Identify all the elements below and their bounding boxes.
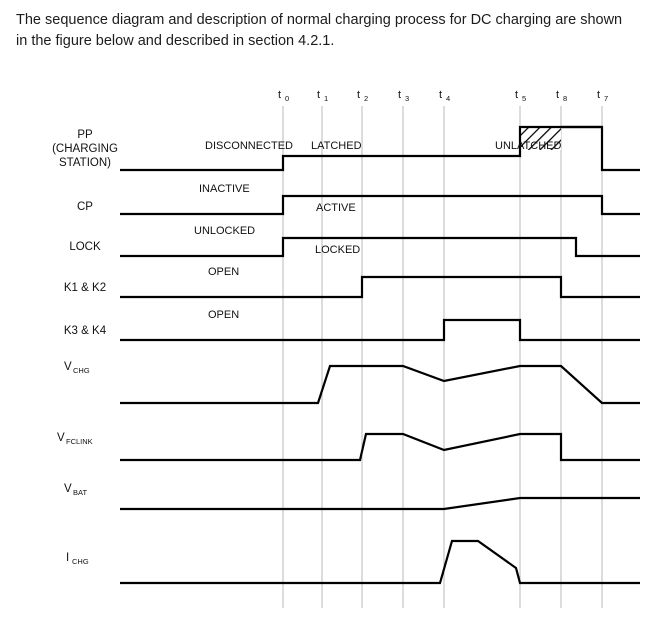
row-cp <box>77 183 640 214</box>
tick-label-t4: t <box>439 89 443 101</box>
tick-label-t7: t <box>597 89 601 101</box>
tick-sub-t2: 2 <box>364 94 369 103</box>
tick-label-t0: t <box>278 89 282 101</box>
tick-label-t8: t <box>556 89 560 101</box>
row-label-i-chg: I <box>66 552 70 564</box>
row-v-bat <box>64 483 640 509</box>
signal-k1-k2 <box>120 277 640 297</box>
signal-cp <box>120 196 640 214</box>
state-lock-unlocked: UNLOCKED <box>194 225 256 237</box>
row-label-v-fclink: V <box>57 432 65 444</box>
row-label-v-chg: V <box>64 361 72 373</box>
row-sublabel-i-chg: CHG <box>72 557 89 566</box>
row-sublabel-v-bat: BAT <box>73 488 88 497</box>
row-label-pp-line1: PP <box>77 129 93 141</box>
state-cp-inactive: INACTIVE <box>199 183 250 195</box>
state-cp-active: ACTIVE <box>316 202 356 214</box>
row-lock <box>69 225 640 256</box>
row-v-fclink <box>57 432 640 460</box>
signal-v-chg <box>120 366 640 403</box>
signal-lock <box>120 238 640 256</box>
tick-sub-t3: 3 <box>405 94 410 103</box>
row-label-v-bat: V <box>64 483 72 495</box>
tick-sub-t0: 0 <box>285 94 290 103</box>
tick-label-t2: t <box>357 89 361 101</box>
row-i-chg <box>66 541 640 583</box>
row-label-k3-k4: K3 & K4 <box>63 325 107 337</box>
row-pp-charging-station <box>52 127 640 170</box>
signal-i-chg <box>120 541 640 583</box>
tick-label-t5: t <box>515 89 519 101</box>
signal-v-bat <box>120 498 640 509</box>
state-pp-unlatched: UNLATCHED <box>495 140 562 152</box>
intro-paragraph: The sequence diagram and description of normal charging process for DC charging are shown in the figure below and described in section 4.2.1. <box>16 12 623 50</box>
row-label-cp: CP <box>77 201 93 213</box>
row-k3-k4 <box>64 309 640 340</box>
state-pp-disconnected: DISCONNECTED <box>205 140 294 152</box>
row-k1-k2 <box>64 266 640 297</box>
row-v-chg <box>64 361 640 403</box>
time-gridlines <box>283 106 602 608</box>
row-label-k1-k2: K1 & K2 <box>63 282 107 294</box>
row-label-lock: LOCK <box>69 241 101 253</box>
sequence-diagram-figure <box>0 78 659 618</box>
signal-k3-k4 <box>120 320 640 340</box>
tick-sub-t8: 8 <box>563 94 568 103</box>
state-lock-locked: LOCKED <box>315 244 361 256</box>
row-label-pp-line3: STATION) <box>59 157 111 169</box>
state-pp-latched: LATCHED <box>311 140 362 152</box>
time-tick-labels <box>278 89 608 103</box>
tick-label-t3: t <box>398 89 402 101</box>
tick-sub-t5: 5 <box>522 94 527 103</box>
tick-sub-t4: 4 <box>446 94 451 103</box>
tick-sub-t1: 1 <box>324 94 329 103</box>
tick-sub-t7: 7 <box>604 94 609 103</box>
state-k1-k2-open: OPEN <box>208 266 240 278</box>
row-label-pp-line2: (CHARGING <box>52 143 118 155</box>
row-sublabel-v-chg: CHG <box>73 366 90 375</box>
row-sublabel-v-fclink: FCLINK <box>66 437 93 446</box>
state-k3-k4-open: OPEN <box>208 309 240 321</box>
signal-v-fclink <box>120 434 640 460</box>
tick-label-t1: t <box>317 89 321 101</box>
